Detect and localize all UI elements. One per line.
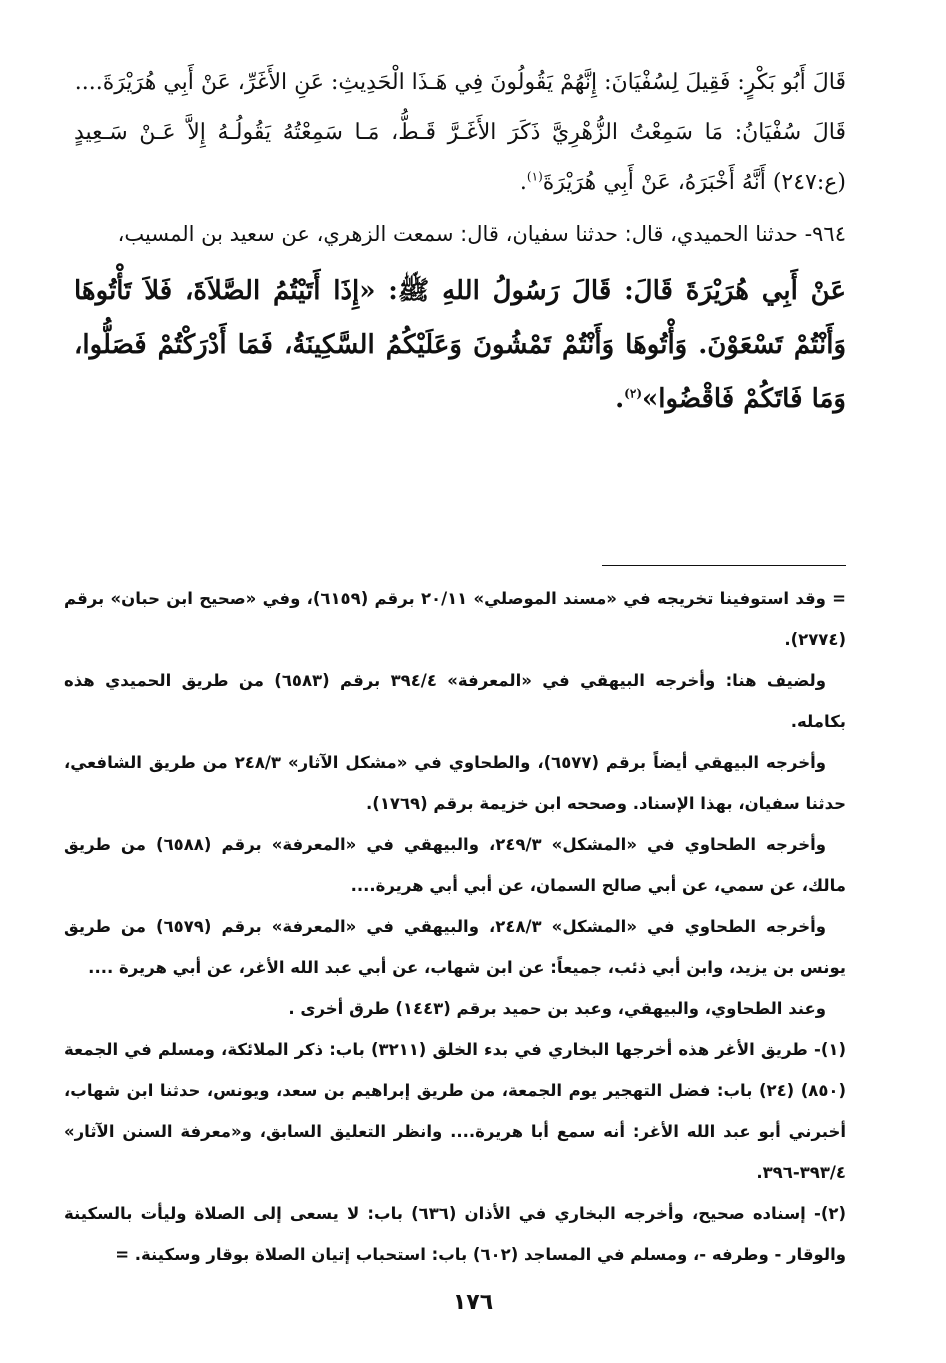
paragraph-text: قَالَ أَبُو بَكْرٍ: فَقِيلَ لِسُفْيَانَ: إِنَّهُمْ يَقُولُونَ فِي هَـذَا الْحَدِيثِ: عَنِ الأَغَرِّ، عَنْ أَبِي هُرَيْرَةَ.... bbox=[74, 70, 846, 95]
footnotes bbox=[64, 578, 846, 1275]
footnote-marker: (١) bbox=[526, 169, 543, 184]
footnote-marker: (٢) bbox=[624, 386, 642, 401]
footnote-paragraph: = وقد استوفينا تخريجه في «مسند الموصلي» ٢٠/١١ برقم (٦١٥٩)، وفي «صحيح ابن حبان» برقم (٢٧٧٤). bbox=[64, 589, 846, 649]
footnote-paragraph: وأخرجه الطحاوي في «المشكل» ٢٤٨/٣، والبيهقي في «المعرفة» برقم (٦٥٧٩) من طريق يونس بن يزيد، وابن أبي ذئب، جميعاً: عن ابن شهاب، عن أبي عبد الله الأغر، عن أبي هريرة .... bbox=[64, 917, 846, 977]
isnad-text: ٩٦٤- حدثنا الحميدي، قال: حدثنا سفيان، قال: سمعت الزهري، عن سعيد بن المسيب، bbox=[117, 222, 846, 246]
hadith-matn bbox=[74, 264, 846, 426]
footnote-paragraph: ولضيف هنا: وأخرجه البيهقي في «المعرفة» ٣٩٤/٤ برقم (٦٥٨٣) من طريق الحميدي هذه بكامله. bbox=[64, 671, 846, 731]
main-text bbox=[74, 58, 846, 426]
hadith-isnad bbox=[74, 208, 846, 260]
footnote-1: (١)- طريق الأغر هذه أخرجها البخاري في بدء الخلق (٣٢١١) باب: ذكر الملائكة، ومسلم في الجمعة (٨٥٠) (٢٤) باب: فضل التهجير يوم الجمعة، من طريق إبراهيم بن سعد، ويونس، حدثنا ابن شهاب، أخبرني أبو عبد الله الأغر: أنه سمع أبا هريرة.... وانظر التعليق السابق، و«معرفة السنن الآثار» ٣٩٣/٤-٣٩٦. bbox=[64, 1040, 847, 1182]
hadith-text: عَنْ أَبِي هُرَيْرَةَ قَالَ: قَالَ رَسُولُ اللهِ ﷺ: «إِذَا أَتَيْتُمُ الصَّلاَةَ، فَلاَ تَأْتُوهَا وَأَنْتُمْ تَسْعَوْنَ. وَأْتُوهَا وَأَنْتُمْ تَمْشُونَ وَعَلَيْكُمُ السَّكِينَةُ، فَمَا أَدْرَكْتُمْ فَصَلُّوا، وَمَا فَاتَكُمْ فَاقْضُوا» bbox=[74, 276, 846, 414]
paragraph-text: قَالَ سُفْيَانُ: مَا سَمِعْتُ الزُّهْرِيَّ ذَكَرَ الأَغَـرَّ قَـطُّ، مَـا سَمِعْتُهُ يَقُولُـهُ إِلاَّ عَـنْ سَـعِيدٍ (ع:٢٤٧) أَنَّهُ أَخْبَرَهُ، عَنْ أَبِي هُرَيْرَةَ bbox=[74, 120, 846, 195]
footnote-paragraph: وعند الطحاوي، والبيهقي، وعبد بن حميد برقم (١٤٤٣) طرق أخرى . bbox=[288, 999, 826, 1018]
paragraph-sufyan bbox=[74, 108, 846, 208]
footnote-divider bbox=[602, 565, 846, 566]
paragraph-end: . bbox=[519, 170, 527, 195]
footnote-2: (٢)- إسناده صحيح، وأخرجه البخاري في الأذان (٦٣٦) باب: لا يسعى إلى الصلاة وليأت بالسكينة والوقار - وطرفه -، ومسلم في المساجد (٦٠٢) باب: استحباب إتيان الصلاة بوقار وسكينة. = bbox=[64, 1204, 846, 1264]
page-number: ١٧٦ bbox=[452, 1290, 494, 1315]
paragraph-abu-bakr bbox=[74, 58, 846, 108]
footnote-paragraph: وأخرجه الطحاوي في «المشكل» ٢٤٩/٣، والبيهقي في «المعرفة» برقم (٦٥٨٨) من طريق مالك، عن سمي، عن أبي صالح السمان، عن أبي أبي هريرة.... bbox=[64, 835, 846, 895]
paragraph-end: . bbox=[615, 384, 625, 414]
footnote-paragraph: وأخرجه البيهقي أيضاً برقم (٦٥٧٧)، والطحاوي في «مشكل الآثار» ٢٤٨/٣ من طريق الشافعي، حدثنا سفيان، بهذا الإسناد. وصححه ابن خزيمة برقم (١٧٦٩). bbox=[64, 753, 846, 813]
